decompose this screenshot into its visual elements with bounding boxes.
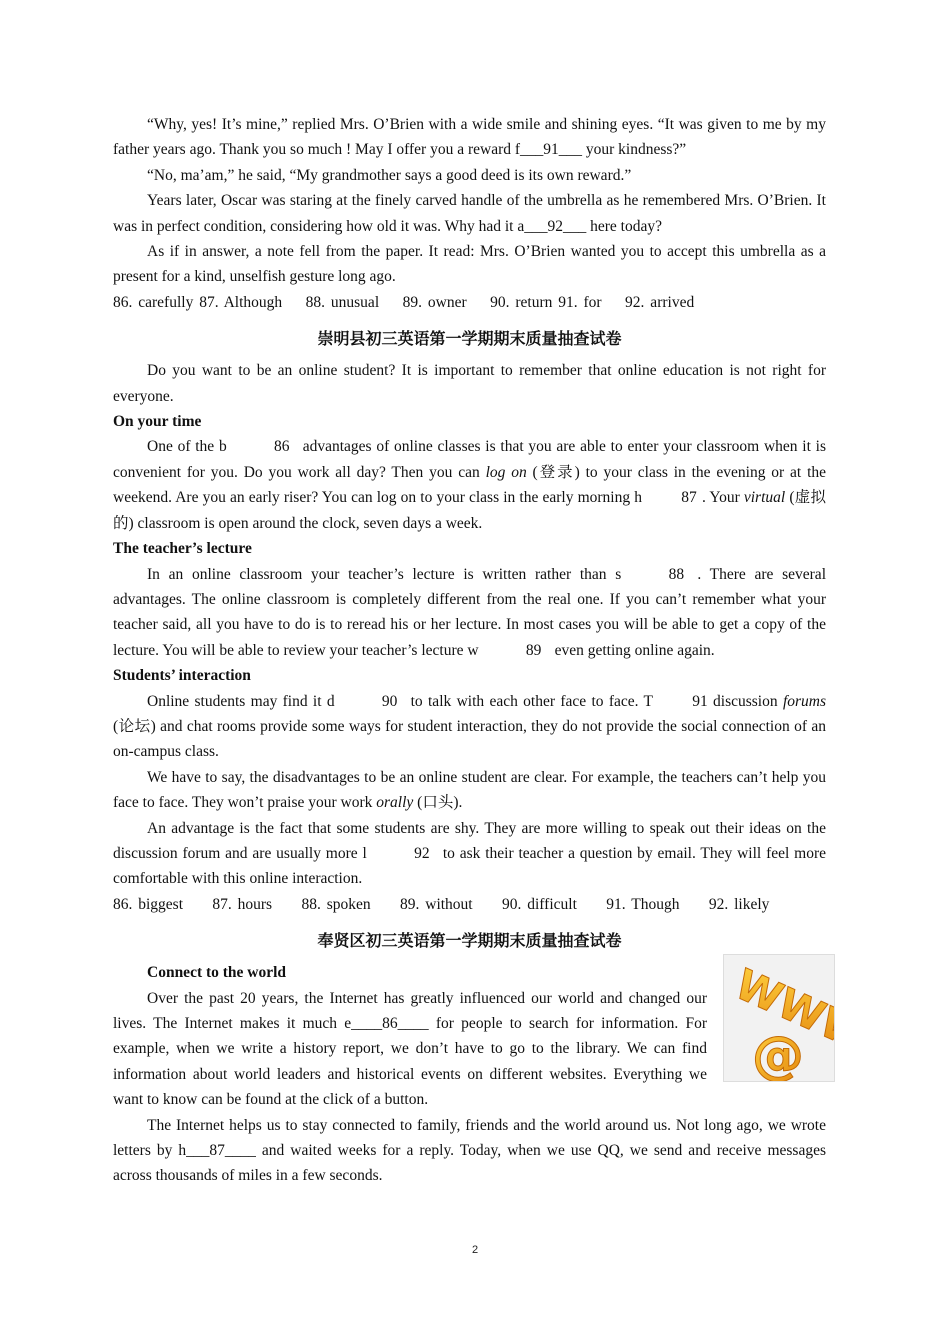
- document-page: [113, 112, 834, 1189]
- at-symbol: @: [752, 1026, 804, 1082]
- paragraph: One of the b 86 advantages of online classes is that you are able to enter your classroom when it is convenient for you. Do you work all day? Then you can log on (登录) to your class in the evening or at the weekend. Are you an early riser? You can log on to your class in the early morning h 87 . Your virtual (虚拟的) classroom is open around the clock, seven days a week.: [113, 434, 826, 536]
- paragraph: An advantage is the fact that some students are shy. They are more willing to speak out their ideas on the discussion forum and are usually more l 92 to ask their teacher a question by email. They will feel more comfortable with this online interaction.: [113, 819, 826, 888]
- paragraph: The Internet helps us to stay connected to family, friends and the world around us. Not long ago, we wrote letters by h___87____ and waited weeks for a reply. Today, when we use QQ, we send and receive messages across thousands of miles in a few seconds.: [113, 1116, 826, 1185]
- term-orally: orally: [376, 794, 414, 812]
- www-at-icon: [724, 955, 834, 1081]
- subheading: The teacher’s lecture: [113, 540, 252, 558]
- blank-88: 88: [668, 565, 685, 583]
- blank-87: 87: [681, 489, 697, 507]
- blank-89: 89: [525, 641, 542, 659]
- page-number: 2: [471, 1244, 479, 1256]
- section-title: 奉贤区初三英语第一学期期末质量抽查试卷: [317, 931, 622, 951]
- section-title: 崇明县初三英语第一学期期末质量抽查试卷: [317, 329, 622, 349]
- paragraph: As if in answer, a note fell from the paper. It read: Mrs. O’Brien wanted you to accept this umbrella as a present for a kind, unselfish gesture long ago.: [113, 243, 826, 286]
- subheading: On your time: [113, 413, 202, 431]
- section-umbrella-story: [113, 112, 826, 315]
- subheading: Students’ interaction: [113, 667, 251, 685]
- paragraph: “No, ma’am,” he said, “My grandmother says a good deed is its own reward.”: [147, 166, 632, 184]
- answer-key: 86. carefully 87. Although 88. unusual 89. owner 90. return 91. for 92. arrived: [113, 293, 695, 311]
- term-log-on: log on: [485, 463, 527, 481]
- paragraph: Online students may find it d 90 to talk with each other face to face. T 91 discussion forums (论坛) and chat rooms provide some ways for student interaction, they do not provide the social connection of an on-campus class.: [113, 689, 826, 765]
- paragraph: Years later, Oscar was staring at the finely carved handle of the umbrella as he remembered Mrs. O’Brien. It was in perfect condition, considering how old it was. Why had it a___92___ here today?: [113, 192, 826, 235]
- paragraph: In an online classroom your teacher’s lecture is written rather than s 88 . There are several advantages. The online classroom is completely different from the real one. If you can’t remember what your teacher said, all you have to do is to reread his or her lecture. In most cases you will be able to get a copy of the lecture. You will be able to review your teacher’s lecture w 89 even getting online again.: [113, 562, 826, 664]
- www-logo-image: [723, 954, 835, 1082]
- answer-key: 86. biggest 87. hours 88. spoken 89. without 90. difficult 91. Though 92. likely: [113, 895, 770, 913]
- paragraph: Do you want to be an online student? It is important to remember that online education is not right for everyone.: [113, 362, 826, 405]
- blank-86: 86: [273, 438, 290, 456]
- www-text: WWW: [727, 959, 834, 1061]
- paragraph: We have to say, the disadvantages to be an online student are clear. For example, the teachers can’t help you face to face. They won’t praise your work orally (口头).: [113, 768, 826, 812]
- blank-91: 91: [692, 692, 708, 710]
- blank-90: 90: [381, 692, 398, 710]
- subheading: Connect to the world: [147, 964, 287, 982]
- paragraph: “Why, yes! It’s mine,” replied Mrs. O’Brien with a wide smile and shining eyes. “It was given to me by my father years ago. Thank you so much ! May I offer you a reward f___91___ your kindness?”: [113, 116, 826, 159]
- blank-92: 92: [414, 844, 430, 862]
- paragraph: Over the past 20 years, the Internet has greatly influenced our world and changed our lives. The Internet makes it much e____86____ for people to search for information. For example, when we write a history report, we don’t have to go to the library. We can find information about world leaders and historical events on different websites. Everything we want to know can be found at the click of a button.: [113, 989, 707, 1109]
- term-virtual: virtual: [743, 489, 786, 507]
- section-connect-world: [113, 959, 834, 1189]
- section-online-student: [113, 358, 826, 917]
- term-forums: forums: [782, 692, 827, 710]
